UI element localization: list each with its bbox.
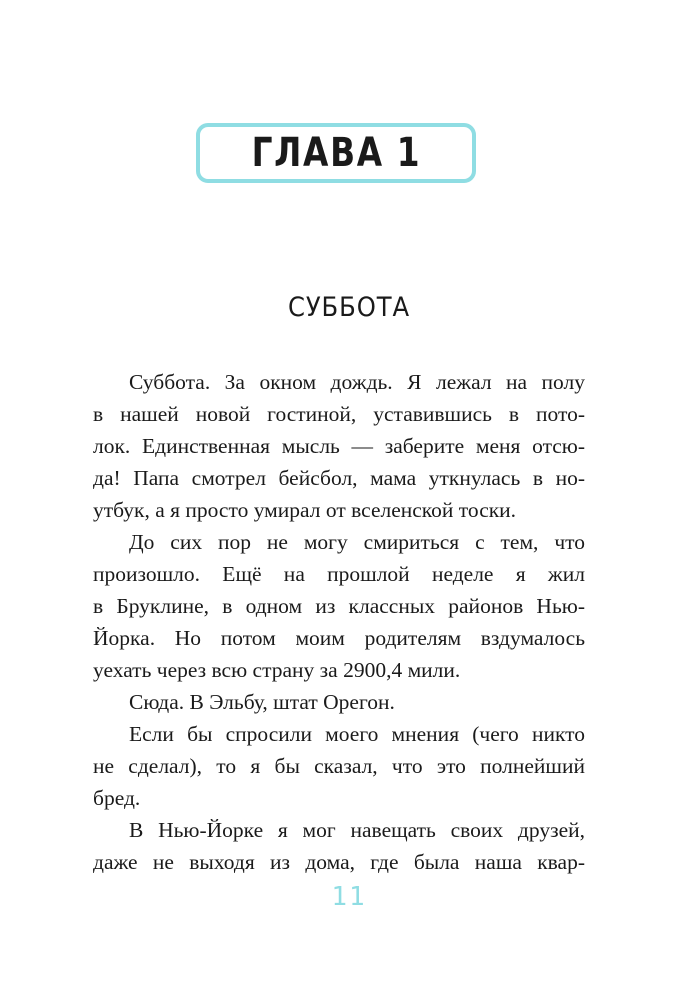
text-line: В Нью-Йорке я мог навещать своих друзей, bbox=[129, 818, 585, 842]
text-line: До сих пор не могу смириться с тем, что bbox=[129, 530, 585, 554]
text-line: да! Папа смотрел бейсбол, мама уткнулась в но- bbox=[93, 466, 585, 490]
text-line: в Бруклине, в одном из классных районов Нью- bbox=[93, 594, 585, 618]
chapter-title: ГЛАВА 1 bbox=[251, 130, 421, 176]
text-line: даже не выходя из дома, где была наша квар- bbox=[93, 850, 585, 874]
section-title: СУББОТА bbox=[287, 292, 411, 323]
text-line: Йорка. Но потом моим родителям вздумалось bbox=[93, 626, 585, 650]
text-line: бред. bbox=[93, 786, 141, 810]
body-text bbox=[93, 366, 585, 878]
chapter-heading-box bbox=[196, 123, 476, 183]
text-line: не сделал), то я бы сказал, что это полнейший bbox=[93, 754, 585, 778]
text-line: лок. Единственная мысль — заберите меня отсю- bbox=[93, 434, 585, 458]
text-line: в нашей новой гостиной, уставившись в пото- bbox=[93, 402, 585, 426]
text-line: произошло. Ещё на прошлой неделе я жил bbox=[93, 562, 585, 586]
text-line: Сюда. В Эльбу, штат Орегон. bbox=[129, 690, 395, 714]
text-line: Если бы спросили моего мнения (чего никто bbox=[129, 722, 585, 746]
text-line: утбук, а я просто умирал от вселенской тоски. bbox=[93, 498, 517, 522]
page-number: 11 bbox=[331, 882, 367, 912]
text-line: уехать через всю страну за 2900,4 мили. bbox=[93, 658, 461, 682]
text-line: Суббота. За окном дождь. Я лежал на полу bbox=[129, 370, 585, 394]
